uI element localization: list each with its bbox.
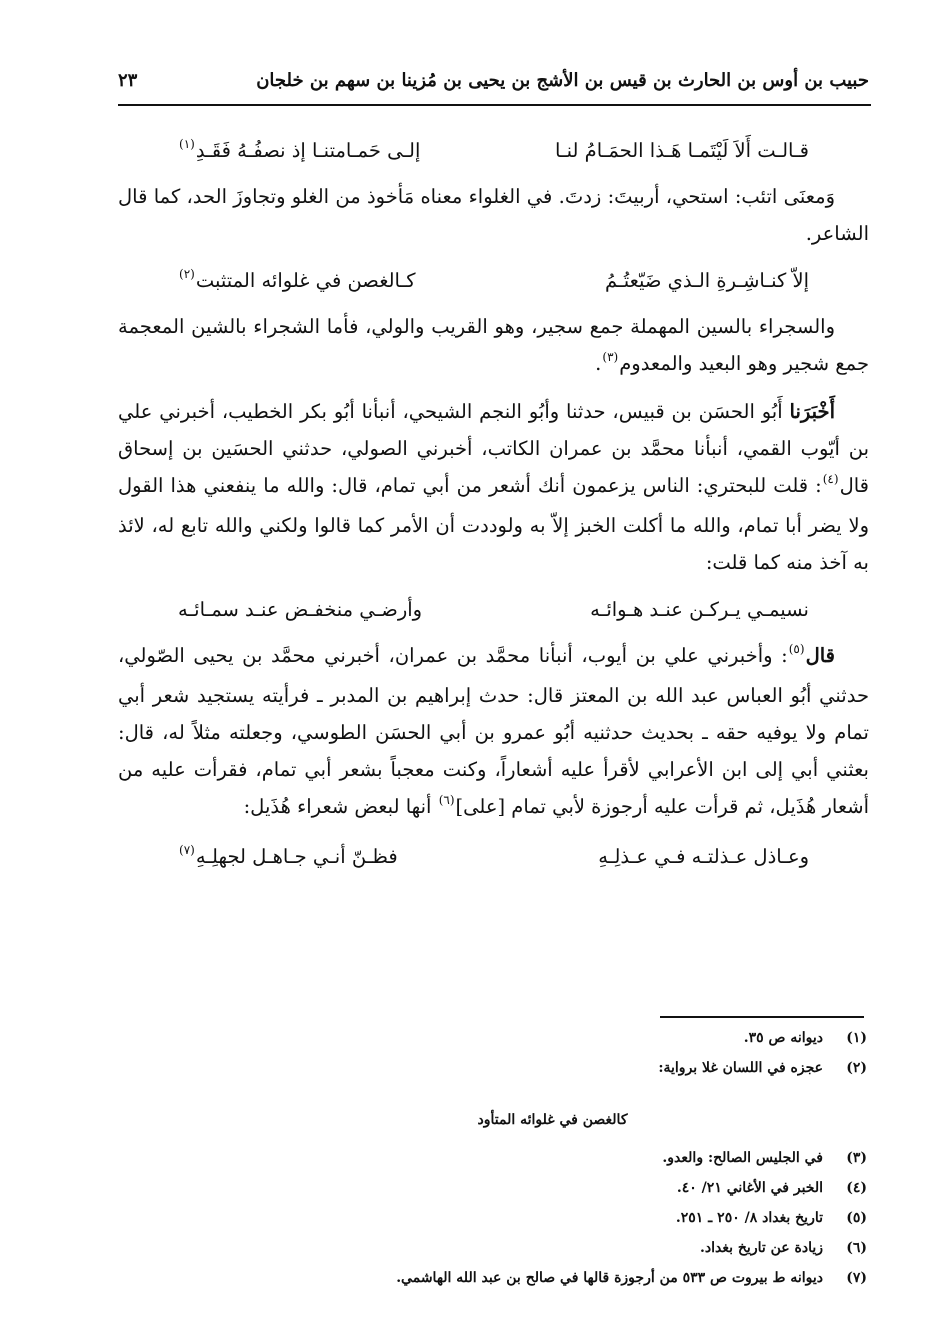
footnote-number: (٢) — [846, 1060, 867, 1076]
verse-3 — [118, 581, 869, 637]
footnote-1 — [118, 1030, 867, 1060]
footnote-number: (٤) — [846, 1180, 867, 1196]
page-number: ٢٣ — [118, 69, 138, 91]
footnote-ref-1: (١) — [179, 136, 195, 151]
akhbarana-lead: أَخْبَرَنا — [789, 400, 835, 423]
footnote-3 — [118, 1150, 867, 1180]
footnote-ref-7: (٧) — [179, 842, 195, 857]
footnote-5 — [118, 1210, 867, 1240]
verse-3-second-hemistich: وأرضـي منخفـض عنـد سمـائـه — [178, 597, 423, 621]
footnote-ref-3: (٣) — [602, 350, 619, 364]
verse-3-first-hemistich: نسيمـي يـركـن عنـد هـوائـه — [590, 597, 809, 621]
footnote-text: في الجليس الصالح: والعدو. — [662, 1150, 823, 1166]
paragraph-2-text: والسجراء بالسين المهملة جمع سجير، وهو القريب والولي، فأما الشجراء بالشين المعجمة جمع شجير وهو البعيد والمعدوم — [118, 315, 869, 375]
verse-4-second-hemistich — [178, 842, 398, 868]
footnote-4 — [118, 1180, 867, 1210]
footnote-number: (١) — [846, 1030, 867, 1046]
footnote-divider — [660, 1016, 864, 1018]
paragraph-4-text-1: : وأخبرني علي بن أيوب، أنبأنا محمَّد بن عمران، أخبرني محمَّد بن يحيى الصّولي، حدثني أبُو العباس عبد الله بن المعتز قال: حدث إبراهيم بن المدبر ـ فرأيته يستجيد شعر أبي تمام ولا يوفيه حقه ـ بحديث حدثنيه أبُو عمرو بن أبي الحسَن الطوسي، وجعلته مثلاً له، قال: بعثني أبي إلى ابن الأعرابي لأقرأ عليه أشعاراً، وكنت معجباً بشعر أبي تمام، فقرأت عليه من أشعار هُذَيل، ثم قرأت عليه أرجوزة لأبي تمام [على] — [118, 644, 869, 818]
verse-4 — [118, 828, 869, 884]
footnote-number: (٧) — [846, 1270, 867, 1286]
paragraph-3 — [118, 393, 869, 581]
footnote-2-quote — [118, 1090, 867, 1150]
footnote-text: ديوانه ط بيروت ص ٥٣٣ من أرجوزة قالها في صالح بن عبد الله الهاشمي. — [396, 1270, 823, 1286]
paragraph-3-text-2: : قلت للبحتري: الناس يزعمون أنك أشعر من أبي تمام، قال: والله ما ينفعني هذا القول ولا يضر أبا تمام، والله ما أكلت الخبز إلاّ به ولوددت أن الأمر كما قالوا ولكني والله تابع له، لائذ به آخذ منه كما قلت: — [118, 474, 869, 574]
paragraph-3-text-1: أَبُو الحسَن بن قبيس، حدثنا وأبُو النجم الشيحي، أنبأنا أبُو بكر الخطيب، أخبرني علي بن أيّوب القمي، أنبأنا محمَّد بن عمران الكاتب، أخبرني الصولي، حدثني الحسَين بن إسحاق قال — [118, 400, 869, 497]
footnotes — [118, 1030, 867, 1300]
footnote-text: تاريخ بغداد ٨/ ٢٥٠ ـ ٢٥١. — [675, 1210, 823, 1226]
footnote-quote-text: كالغصن في غلوائه المتأود — [477, 1112, 628, 1128]
header-title: حبيب بن أوس بن الحارث بن قيس بن الأشج بن يحيى بن مُزينا بن سهم بن خلجان — [256, 69, 869, 91]
running-header — [118, 62, 869, 98]
paragraph-2 — [118, 308, 869, 385]
header-divider — [118, 104, 871, 106]
footnote-7 — [118, 1270, 867, 1300]
verse-2-second-hemistich — [178, 266, 416, 292]
paragraph-2-end: . — [595, 352, 602, 375]
verse-1-second-text: إلـى حَمـامتنـا إذ نصفُـهُ فَقَـدِ — [195, 138, 421, 162]
footnote-number: (٦) — [846, 1240, 867, 1256]
footnote-6 — [118, 1240, 867, 1270]
verse-4-first-hemistich: وعـاذل عـذلتـه فـي عـذلِـهِ — [598, 844, 809, 868]
verse-1-first-hemistich: قـالـت أَلاَ لَيْتَمـا هَـذا الحمَـامُ لنـا — [554, 138, 809, 162]
footnote-ref-6: (٦) — [438, 793, 455, 807]
verse-2 — [118, 252, 869, 308]
verse-2-first-hemistich: إلاّ كنـاشِـرةِ الـذي ضَيّعتُـمُ — [605, 268, 809, 292]
footnote-ref-2: (٢) — [179, 266, 195, 281]
footnote-2 — [118, 1060, 867, 1090]
footnote-text: عجزه في اللسان غلا برواية: — [658, 1060, 823, 1076]
qala-lead: قال — [805, 644, 835, 667]
main-text — [118, 122, 869, 884]
paragraph-4 — [118, 637, 869, 828]
paragraph-4-text-2: أنها لبعض شعراء هُذَيل: — [243, 795, 438, 818]
verse-1-second-hemistich — [178, 136, 421, 162]
footnote-number: (٥) — [846, 1210, 867, 1226]
footnote-ref-4: (٤) — [822, 472, 839, 486]
footnote-text: الخبر في الأغاني ٢١/ ٤٠. — [676, 1180, 823, 1196]
verse-1 — [118, 122, 869, 178]
footnote-number: (٣) — [846, 1150, 867, 1166]
verse-2-second-text: كـالغصن في غلوائه المتثبت — [195, 268, 416, 292]
footnote-text: ديوانه ص ٣٥. — [743, 1030, 823, 1046]
verse-4-second-text: فظـنّ أنـي جـاهـل لجهلِـهِ — [195, 844, 398, 868]
paragraph-1: وَمعنَى اتئب: استحي، أربيتَ: زدتَ. في الغلواء معناه مَأخوذ من الغلو وتجاوزَ الحد، كما قال الشاعر. — [118, 185, 869, 245]
footnote-ref-5: (٥) — [788, 642, 805, 656]
footnote-text: زيادة عن تاريخ بغداد. — [700, 1240, 823, 1256]
